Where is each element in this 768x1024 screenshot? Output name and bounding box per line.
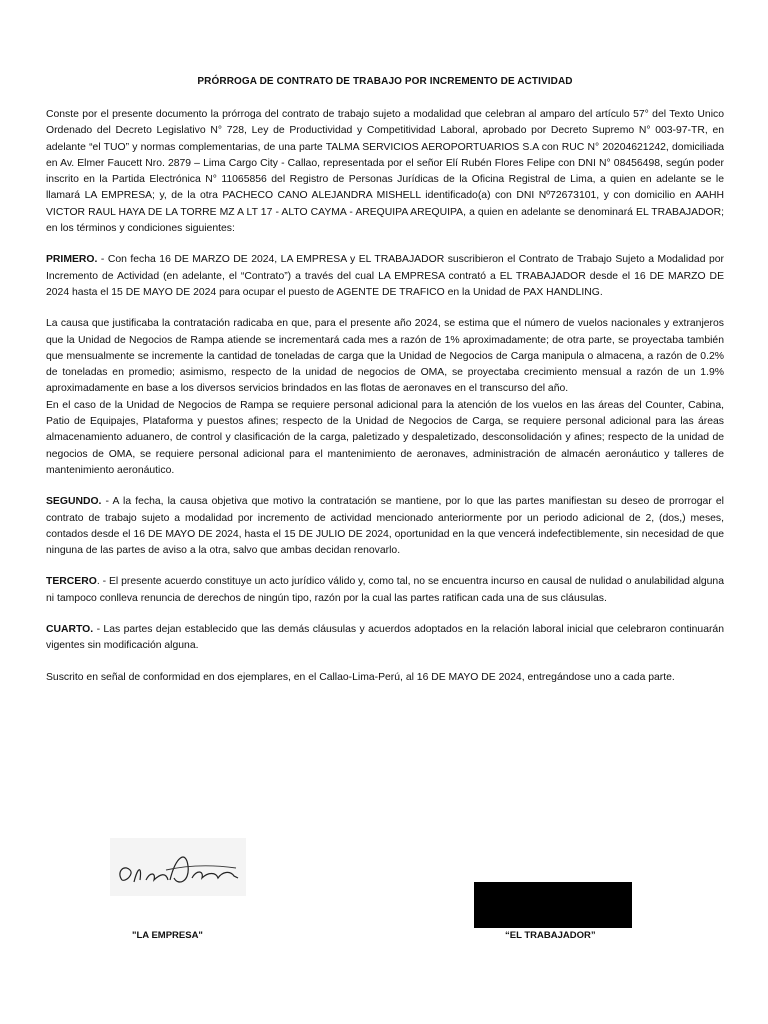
clause-segundo: [46, 494, 724, 559]
clause-primero-text: - Con fecha 16 DE MARZO DE 2024, LA EMPRESA y EL TRABAJADOR suscribieron el Contrato de Trabajo Sujeto a Modalidad por Incremento de Actividad (en adelante, el “Contrato”) a través del cual LA EMPRESA contrató a EL TRABAJADOR desde el 16 DE MARZO DE 2024 hasta el 15 DE MAYO DE 2024 para ocupar el puesto de AGENTE DE TRAFICO en la Unidad de PAX HANDLING.: [46, 254, 724, 298]
clause-primero-label: PRIMERO.: [46, 254, 98, 266]
causa-paragraph: La causa que justificaba la contratación radicaba en que, para el presente año 2024, se estima que el número de vuelos nacionales y extranjeros que la Unidad de Negocios de Rampa atiende se incrementará cada mes a razón de 1% aproximadamente; de otra parte, se proyectaba también que mensualmente se incremente la cantidad de toneladas de carga que la Unidad de Negocios de Carga manipula o almacena, a razón de 0.2% de toneladas en promedio; asimismo, respecto de la unidad de negocios de OMA, se proyectaba crecimiento mensual a razón de un 1.9% aproximadamente en base a los diversos servicios brindados en las flotas de aeronaves en el transcurso del año.: [46, 318, 724, 395]
signature-area: [0, 828, 768, 948]
document-title: PRÓRROGA DE CONTRATO DE TRABAJO POR INCREMENTO DE ACTIVIDAD: [197, 76, 573, 87]
clause-cuarto-text: - Las partes dejan establecido que las demás cláusulas y acuerdos adoptados en la relación laboral inicial que celebraron continuarán vigentes sin modificación alguna.: [46, 624, 724, 652]
rampa-paragraph: En el caso de la Unidad de Negocios de Rampa se requiere personal adicional para la atención de los vuelos en las áreas del Counter, Cabina, Patio de Equipajes, Plataforma y puestos afines; respecto de la Unidad de Negocios de Carga, se requiere personal adicional para las áreas almacenamiento aduanero, de control y clasificación de la carga, paletizado y despaletizado, desconsolidación y afines; respecto de la unidad de negocios de OMA, se requiere personal adicional para el mantenimiento de aeronaves, administración de almacén aeronáutico y talleres de mantenimiento aeronáutico.: [46, 399, 724, 476]
clause-tercero-label: TERCERO: [46, 576, 97, 588]
clause-segundo-text: - A la fecha, la causa objetiva que motivo la contratación se mantiene, por lo que las partes manifiestan su deseo de prorrogar el contrato de trabajo sujeto a modalidad por incremento de actividad mencionado anteriormente por un periodo adicional de 2, (dos,) meses, contados desde el 16 DE MAYO DE 2024, hasta el 15 DE JULIO DE 2024, oportunidad en la que vencerá indefectiblemente, sin necesidad de que ninguna de las partes de aviso a la otra, salvo que ambas decidan renovarlo.: [46, 496, 724, 557]
empresa-signature-image: [108, 836, 248, 898]
redacted-signature-box: [474, 882, 632, 928]
trabajador-label: “EL TRABAJADOR”: [505, 930, 596, 941]
intro-paragraph: Conste por el presente documento la prórroga del contrato de trabajo sujeto a modalidad que celebran al amparo del artículo 57° del Texto Unico Ordenado del Decreto Legislativo N° 728, Ley de Productividad y Competitividad Laboral, aprobado por Decreto Supremo N° 003-97-TR, en adelante “el TUO” y normas complementarias, de una parte TALMA SERVICIOS AEROPORTUARIOS S.A con RUC N° 20204621242, domiciliada en Av. Elmer Faucett Nro. 2879 – Lima Cargo City - Callao, representada por el señor Elí Rubén Flores Felipe con DNI N° 08456498, según poder inscrito en la Partida Electrónica N° 11065856 del Registro de Personas Jurídicas de la Oficina Registral de Lima, a quien en adelante se le llamará LA EMPRESA; y, de la otra PACHECO CANO ALEJANDRA MISHELL identificado(a) con DNI Nº72673101, y con domicilio en AAHH VICTOR RAUL HAYA DE LA TORRE MZ A LT 17 - ALTO CAYMA - AREQUIPA AREQUIPA, a quien en adelante se denominará EL TRABAJADOR; en los términos y condiciones siguientes:: [46, 109, 724, 235]
clause-primero: [46, 252, 724, 301]
closing-paragraph: Suscrito en señal de conformidad en dos ejemplares, en el Callao-Lima-Perú, al 16 DE MAYO DE 2024, entregándose uno a cada parte.: [46, 671, 675, 683]
clause-cuarto-label: CUARTO.: [46, 624, 94, 636]
clause-cuarto: [46, 622, 724, 655]
clause-tercero: [46, 574, 724, 607]
contract-document: [46, 76, 724, 701]
clause-tercero-text: . - El presente acuerdo constituye un acto jurídico válido y, como tal, no se encuentra incurso en causal de nulidad o anulabilidad alguna ni tampoco conlleva renuncia de derechos de ningún tipo, razón por la cual las partes ratifican cada una de sus cláusulas.: [46, 576, 724, 604]
empresa-label: "LA EMPRESA": [132, 930, 203, 941]
clause-segundo-label: SEGUNDO.: [46, 496, 102, 508]
